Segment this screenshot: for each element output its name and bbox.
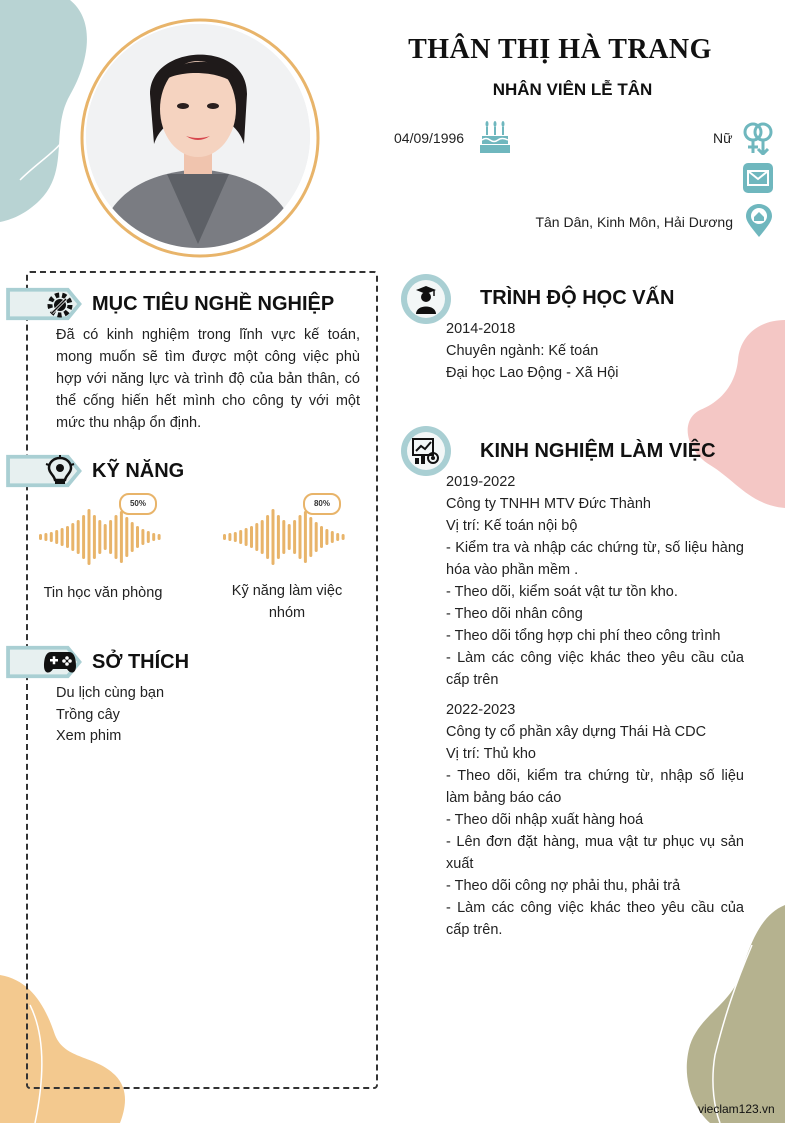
soundwave-bar	[293, 520, 296, 554]
experience-title: KINH NGHIỆM LÀM VIỆC	[480, 440, 716, 462]
job-2	[446, 699, 744, 941]
job-duty: - Theo dõi tổng hợp chi phí theo công trình	[446, 628, 721, 644]
soundwave-bar	[71, 523, 74, 551]
soundwave-bar	[115, 515, 118, 559]
soundwave-bar	[147, 531, 150, 543]
soundwave-bar	[104, 524, 107, 550]
soundwave-bar	[250, 526, 253, 548]
soundwave-bar	[82, 515, 85, 559]
birthday-cake-icon	[479, 120, 511, 154]
soundwave-bar	[304, 511, 307, 563]
watermark: vieclam123.vn	[698, 1102, 775, 1116]
job-duty: - Theo dõi, kiểm soát vật tư tồn kho.	[446, 584, 678, 600]
job-company: Công ty cổ phần xây dựng Thái Hà CDC	[446, 724, 707, 740]
job-period: 2019-2022	[446, 474, 516, 490]
home-location-icon	[745, 204, 773, 238]
avatar	[72, 14, 328, 264]
soundwave-bar	[309, 517, 312, 557]
experience-icon-circle	[401, 426, 451, 476]
skill-1-label: Tin học văn phòng	[43, 585, 163, 601]
email-icon	[743, 163, 773, 193]
hobby-item: Xem phim	[56, 728, 122, 744]
job-role: Vị trí: Kế toán nội bộ	[446, 518, 578, 534]
birthday-text: 04/09/1996	[394, 130, 465, 146]
job-role: Vị trí: Thủ kho	[446, 746, 536, 762]
gamepad-icon	[43, 648, 77, 676]
soundwave-bar	[239, 530, 242, 544]
job-duty: - Theo dõi, kiểm tra chứng từ, nhập số liệu làm bảng báo cáo	[446, 768, 744, 806]
job-1	[446, 471, 744, 691]
soundwave-bar	[141, 529, 144, 545]
job-duty: - Lên đơn đặt hàng, mua vật tư phục vụ sản xuất	[446, 834, 744, 872]
job-duty: - Làm các công việc khác theo yêu cầu của cấp trên.	[446, 900, 744, 938]
skill-2-label: Kỹ năng làm việc nhóm	[231, 583, 343, 621]
soundwave-bar	[325, 529, 328, 545]
soundwave-bar	[331, 531, 334, 543]
job-duty: - Kiểm tra và nhập các chứng từ, số liệu hàng hóa vào phần mềm .	[446, 540, 744, 578]
soundwave-bar	[93, 515, 96, 559]
job-duty: - Theo dõi nhân công	[446, 606, 583, 622]
job-duty: - Theo dõi công nợ phải thu, phải trả	[446, 878, 681, 894]
soundwave-bar	[266, 515, 269, 559]
education-icon-circle	[401, 274, 451, 324]
soundwave-bar	[245, 528, 248, 546]
job-company: Công ty TNHH MTV Đức Thành	[446, 496, 651, 512]
job-period: 2022-2023	[446, 702, 516, 718]
soundwave-bar	[98, 520, 101, 554]
skill-2-badge: 80%	[303, 493, 341, 515]
job-duty: - Làm các công việc khác theo yêu cầu của cấp trên	[446, 650, 744, 688]
soundwave-bar	[158, 534, 161, 540]
skill-1-badge: 50%	[119, 493, 157, 515]
soundwave-bar	[261, 520, 264, 554]
soundwave-bar	[109, 520, 112, 554]
address-text: Tân Dân, Kinh Môn, Hải Dương	[535, 214, 733, 230]
soundwave-bar	[136, 526, 139, 548]
soundwave-bar	[39, 534, 42, 540]
soundwave-bar	[234, 532, 237, 542]
graduate-icon	[414, 284, 438, 314]
soundwave-bar	[120, 511, 123, 563]
soundwave-bar	[55, 530, 58, 544]
hobby-item: Du lịch cùng bạn	[56, 685, 165, 701]
soundwave-bar	[223, 534, 226, 540]
soundwave-bar	[282, 520, 285, 554]
education-title: TRÌNH ĐỘ HỌC VẤN	[480, 287, 675, 309]
soundwave-bar	[61, 528, 64, 546]
education-school: Đại học Lao Động - Xã Hội	[446, 365, 619, 381]
soundwave-bar	[50, 532, 53, 542]
soundwave-bar	[131, 522, 134, 552]
soundwave-bar	[125, 517, 128, 557]
soundwave-bar	[288, 524, 291, 550]
soundwave-bar	[152, 533, 155, 541]
job-title: NHÂN VIÊN LỄ TÂN	[492, 80, 653, 99]
hobby-item: Trồng cây	[56, 707, 120, 723]
gender-icon	[742, 121, 774, 155]
gender-text: Nữ	[713, 130, 733, 146]
soundwave-bar	[88, 509, 91, 565]
soundwave-bar	[66, 526, 69, 548]
soundwave-bar	[320, 526, 323, 548]
lightbulb-gear-icon	[44, 455, 76, 487]
soundwave-bar	[277, 515, 280, 559]
soundwave-bar	[44, 533, 47, 541]
soundwave-bar	[315, 522, 318, 552]
education-content	[446, 318, 744, 384]
skills-title: KỸ NĂNG	[92, 460, 185, 482]
soundwave-bar	[255, 523, 258, 551]
gear-wrench-icon	[44, 289, 76, 321]
hobbies-title: SỞ THÍCH	[92, 651, 190, 673]
education-major: Chuyên ngành: Kế toán	[446, 343, 599, 359]
education-period: 2014-2018	[446, 321, 516, 337]
job-duty: - Theo dõi nhập xuất hàng hoá	[446, 812, 644, 828]
chart-analytics-icon	[412, 437, 440, 465]
soundwave-bar	[342, 534, 345, 540]
soundwave-bar	[299, 515, 302, 559]
objective-title: MỤC TIÊU NGHỀ NGHIỆP	[92, 293, 335, 315]
objective-text: Đã có kinh nghiệm trong lĩnh vực kế toán, mong muốn sẽ tìm được một công việc phù hợp với năng lực và trình độ của bản thân, có thể cống hiến hết mình cho công ty với một mức thu nhập ổn định.	[56, 327, 360, 431]
soundwave-bar	[336, 533, 339, 541]
soundwave-bar	[77, 520, 80, 554]
soundwave-bar	[228, 533, 231, 541]
soundwave-bar	[272, 509, 275, 565]
candidate-name: THÂN THỊ HÀ TRANG	[408, 34, 712, 65]
